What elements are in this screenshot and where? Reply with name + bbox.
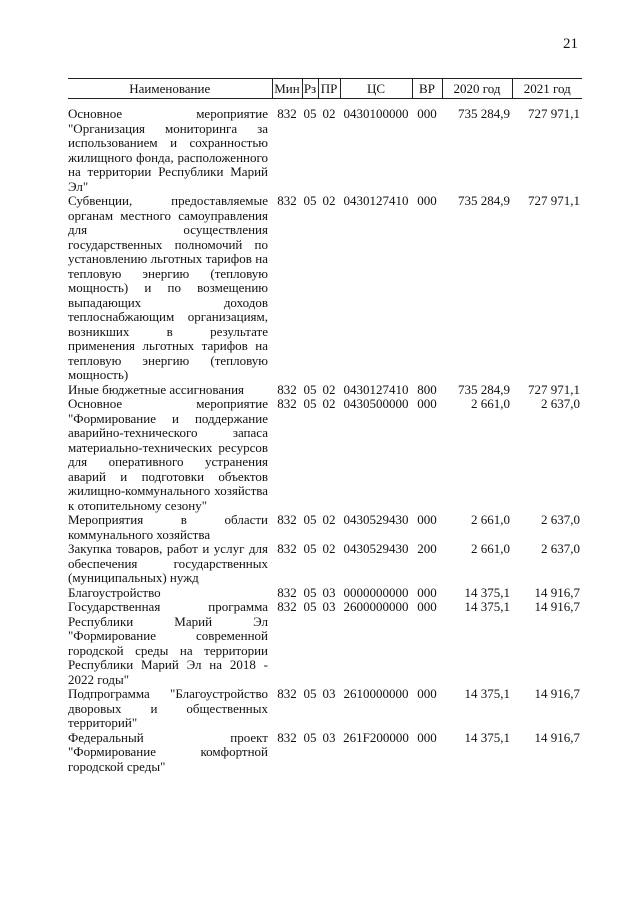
row-rz: 05 [303, 512, 317, 527]
header-2020: 2020 год [442, 79, 512, 99]
header-2021: 2021 год [512, 79, 582, 99]
header-vr: ВР [412, 79, 442, 99]
row-min: 832 [277, 584, 297, 600]
row-min: 832 [277, 106, 297, 121]
row-2021: 2 637,0 [541, 541, 580, 556]
row-pr: 02 [322, 106, 336, 121]
header-rz: Рз [302, 79, 318, 99]
header-cs: ЦС [340, 79, 412, 99]
table-row [68, 194, 582, 383]
row-2020: 14 375,1 [464, 729, 510, 745]
row-name: Государственная программа Республики Марий Эл "Формирование современной городской среды на территории Республики Марий Эл на 2018 - 2022 годы" [68, 599, 268, 687]
row-2021: 14 916,7 [534, 599, 580, 614]
row-cs: 2600000000 [343, 599, 409, 614]
row-2021: 2 637,0 [541, 512, 580, 527]
header-pr: ПР [318, 79, 340, 99]
row-rz: 05 [303, 396, 317, 411]
row-cs: 0000000000 [343, 584, 409, 600]
row-2020: 2 661,0 [471, 396, 510, 411]
row-2020: 2 661,0 [471, 541, 510, 556]
row-min: 832 [277, 729, 297, 745]
row-pr: 02 [322, 541, 336, 556]
row-2021: 14 916,7 [534, 686, 580, 701]
row-2020: 14 375,1 [464, 584, 510, 600]
table-header-row [68, 79, 582, 99]
row-name: Федеральный проект "Формирование комфортной городской среды" [68, 729, 268, 774]
row-2021: 727 971,1 [528, 381, 580, 397]
row-2020: 14 375,1 [464, 599, 510, 614]
row-min: 832 [277, 686, 297, 701]
row-vr: 000 [417, 729, 437, 745]
row-vr: 000 [417, 599, 437, 614]
row-min: 832 [277, 396, 297, 411]
row-rz: 05 [303, 381, 317, 397]
row-name: Благоустройство [68, 584, 161, 600]
row-vr: 800 [417, 381, 437, 397]
table-row [68, 731, 582, 775]
row-name: Мероприятия в области коммунального хозяйства [68, 512, 268, 542]
table-row [68, 687, 582, 731]
row-rz: 05 [303, 106, 317, 121]
row-vr: 000 [417, 686, 437, 701]
row-2021: 2 637,0 [541, 396, 580, 411]
row-2020: 735 284,9 [458, 106, 510, 121]
row-cs: 0430500000 [343, 396, 409, 411]
row-min: 832 [277, 599, 297, 614]
table-row [68, 586, 582, 601]
row-2020: 14 375,1 [464, 686, 510, 701]
row-2021: 727 971,1 [528, 193, 580, 208]
row-2020: 2 661,0 [471, 512, 510, 527]
row-name: Основное мероприятие "Организация мониторинга за использованием и сохранностью жилищного фонда, расположенного на территории Республики Марий Эл" [68, 106, 268, 194]
row-cs: 261F200000 [343, 729, 409, 745]
row-min: 832 [277, 381, 297, 397]
row-rz: 05 [303, 584, 317, 600]
row-pr: 03 [322, 599, 336, 614]
row-2021: 14 916,7 [534, 729, 580, 745]
table-row [68, 99, 582, 195]
row-rz: 05 [303, 541, 317, 556]
row-pr: 03 [322, 584, 336, 600]
row-cs: 0430127410 [343, 193, 409, 208]
row-name: Подпрограмма "Благоустройство дворовых и общественных территорий" [68, 686, 268, 730]
row-vr: 000 [417, 106, 437, 121]
row-rz: 05 [303, 599, 317, 614]
row-name: Иные бюджетные ассигнования [68, 381, 245, 397]
row-vr: 000 [417, 512, 437, 527]
row-cs: 0430127410 [343, 381, 409, 397]
row-name: Субвенции, предоставляемые органам местного самоуправления для осуществления государственных полномочий по установлению льготных тарифов на тепловую энергию (тепловую мощность) и по возмещению выпадающих доходов теплоснабжающим организациям, возникших в результате применения льготных тарифов на тепловую энергию (тепловую мощность) [68, 193, 268, 382]
row-vr: 000 [417, 584, 437, 600]
row-name: Закупка товаров, работ и услуг для обеспечения государственных (муниципальных) нужд [68, 541, 268, 585]
row-2020: 735 284,9 [458, 381, 510, 397]
table-row [68, 513, 582, 542]
row-pr: 02 [322, 193, 336, 208]
row-min: 832 [277, 541, 297, 556]
row-vr: 000 [417, 396, 437, 411]
row-pr: 02 [322, 396, 336, 411]
row-cs: 0430529430 [343, 512, 409, 527]
header-min: Мин [272, 79, 302, 99]
row-rz: 05 [303, 729, 317, 745]
row-pr: 02 [322, 381, 336, 397]
row-cs: 2610000000 [343, 686, 409, 701]
row-pr: 03 [322, 729, 336, 745]
table-row [68, 600, 582, 687]
row-cs: 0430100000 [343, 106, 409, 121]
budget-table [68, 78, 582, 774]
row-vr: 200 [417, 541, 437, 556]
row-2021: 14 916,7 [534, 584, 580, 600]
row-vr: 000 [417, 193, 437, 208]
row-min: 832 [277, 193, 297, 208]
table-row [68, 542, 582, 586]
row-cs: 0430529430 [343, 541, 409, 556]
row-rz: 05 [303, 193, 317, 208]
page-number: 21 [563, 36, 578, 52]
row-pr: 03 [322, 686, 336, 701]
row-rz: 05 [303, 686, 317, 701]
row-2021: 727 971,1 [528, 106, 580, 121]
row-pr: 02 [322, 512, 336, 527]
row-2020: 735 284,9 [458, 193, 510, 208]
row-name: Основное мероприятие "Формирование и поддержание аварийно-технического запаса материально-технических ресурсов для оперативного устранения аварий и подготовки объектов жилищно-коммунального хозяйства к отопительному сезону" [68, 396, 268, 513]
table-row [68, 397, 582, 513]
row-min: 832 [277, 512, 297, 527]
header-name: Наименование [68, 79, 272, 99]
table-row [68, 383, 582, 398]
